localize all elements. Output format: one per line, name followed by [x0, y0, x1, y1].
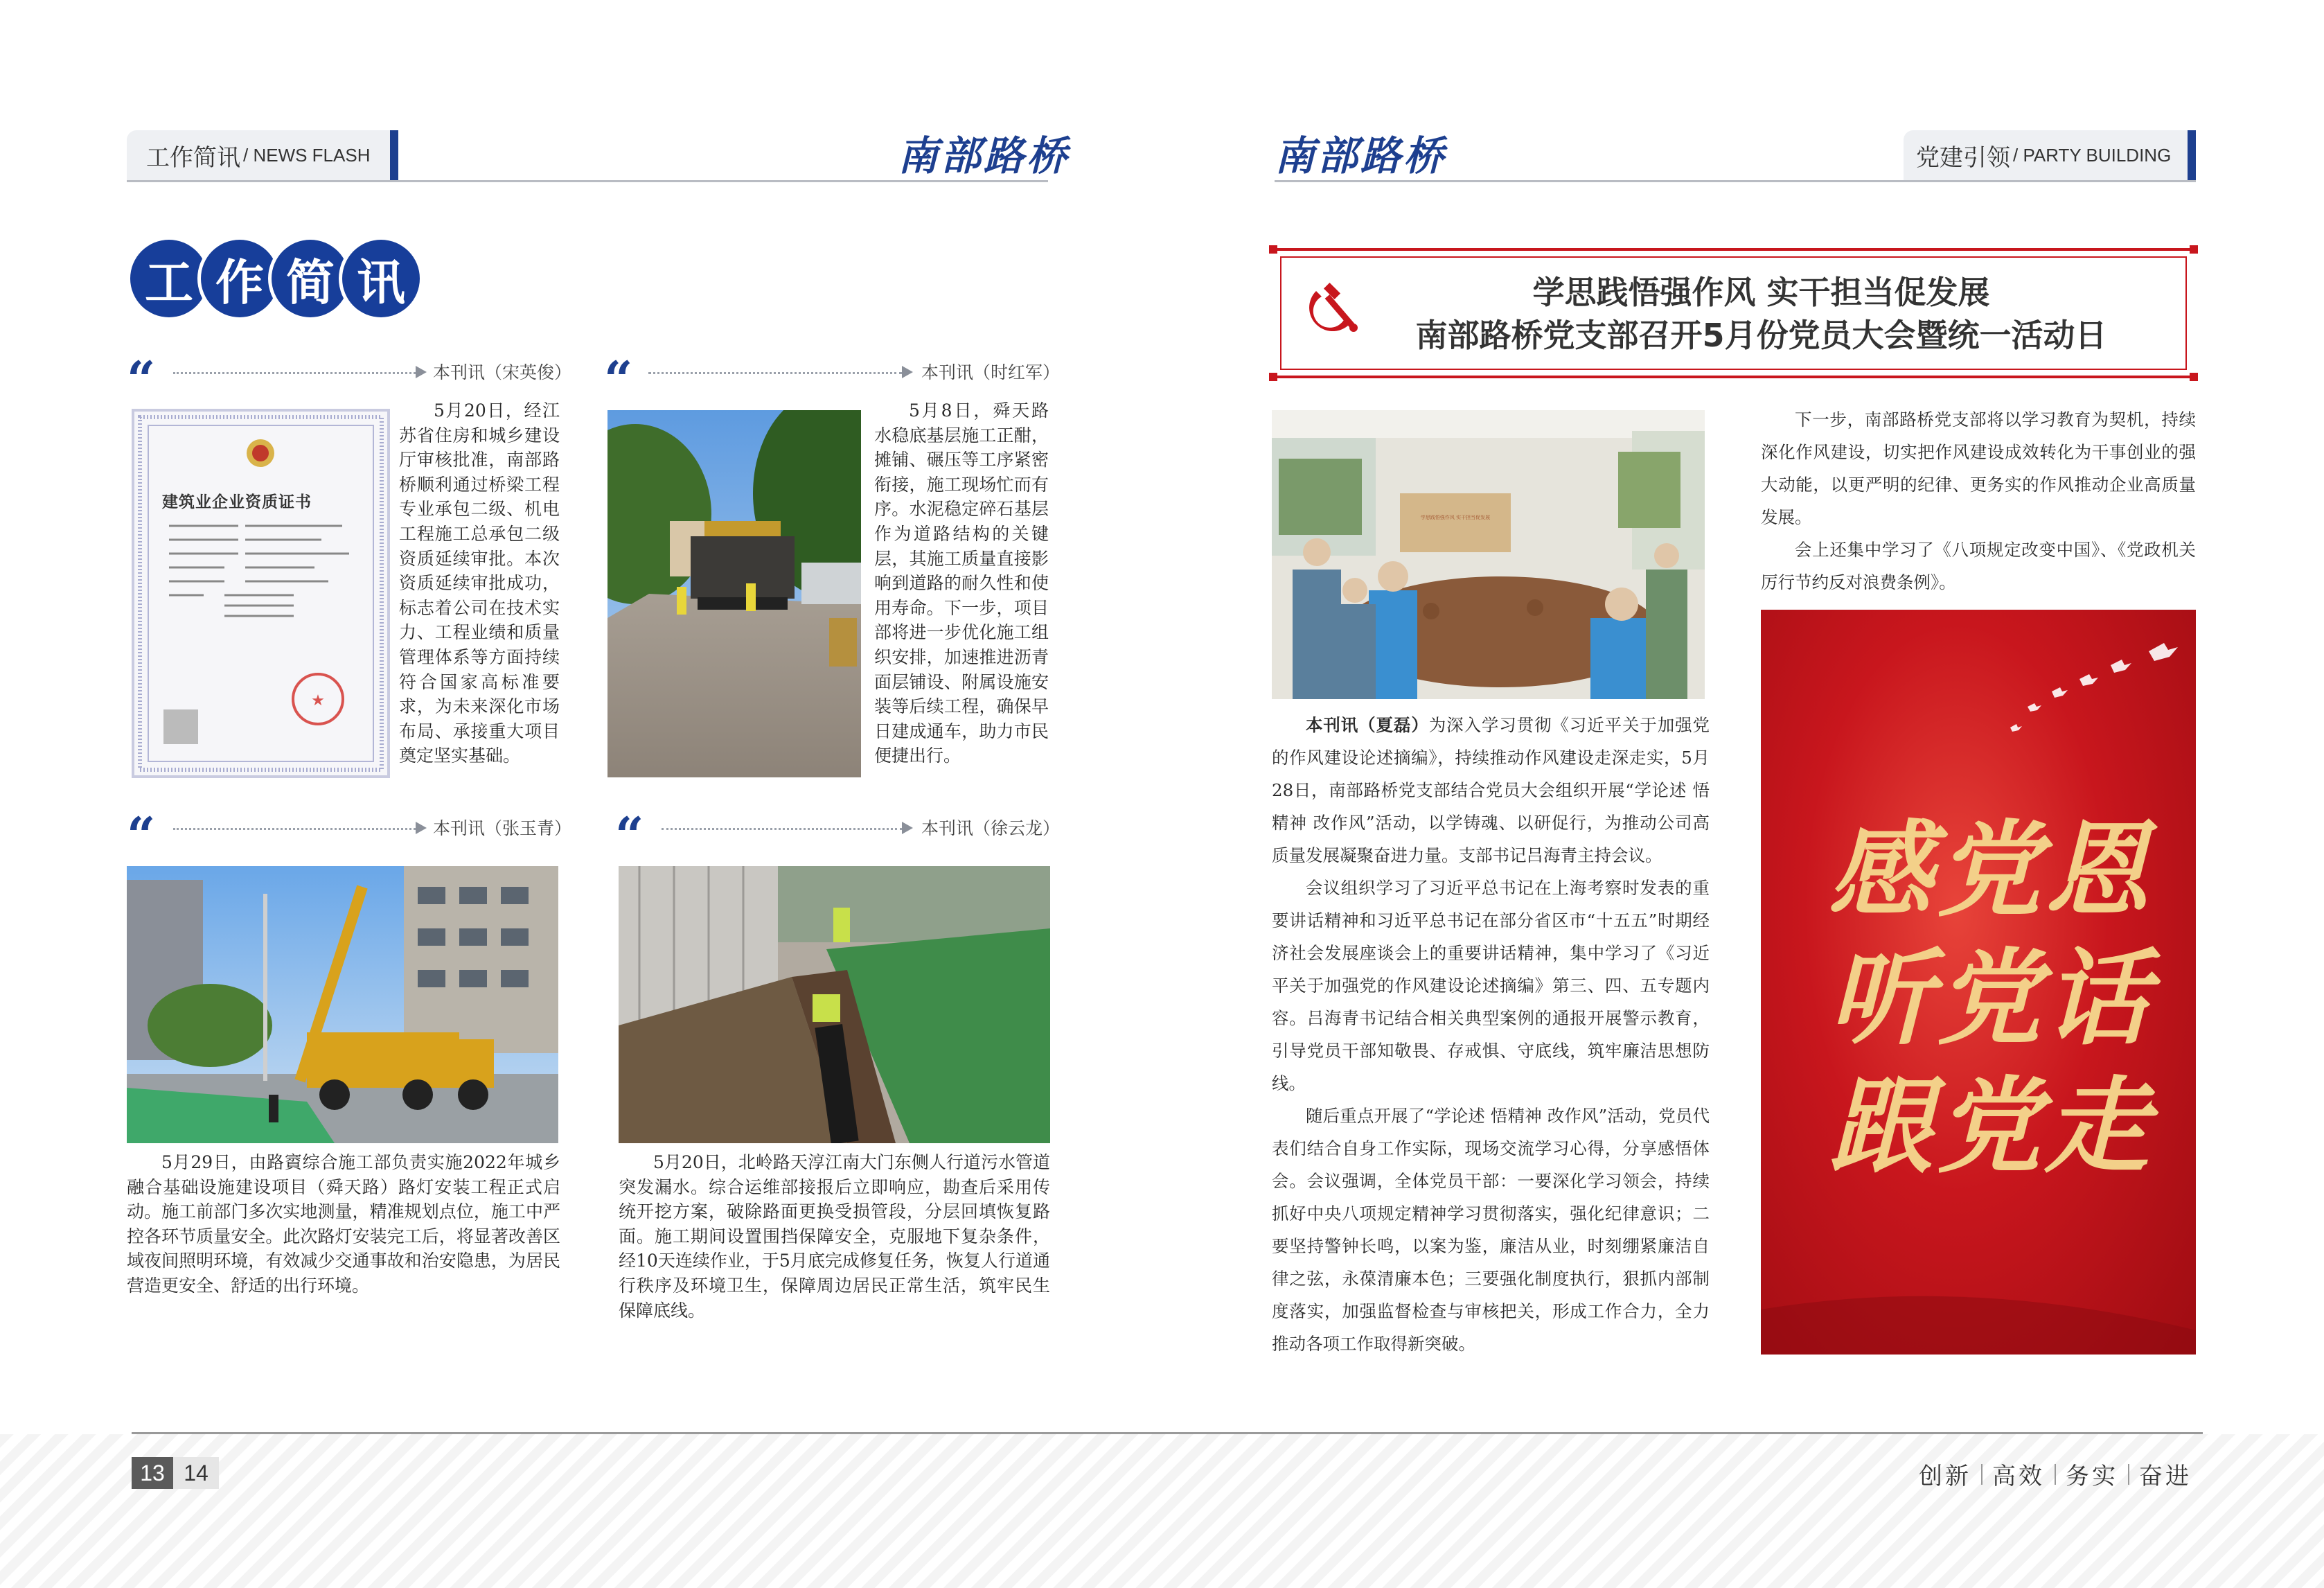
- quote-mark-icon: “: [127, 806, 156, 865]
- quote-mark-icon: “: [604, 350, 633, 409]
- article-byline: 本刊讯（时红军）: [921, 362, 1061, 382]
- party-poster: [1761, 610, 2196, 1355]
- right-section-zh: 党建引领: [1916, 143, 2010, 172]
- poster-line-2: 听党话: [1829, 937, 2154, 1059]
- party-headline-banner: [1275, 248, 2192, 378]
- article-byline: 本刊讯（张玉青）: [433, 818, 572, 838]
- banner-corner: [1269, 373, 1277, 381]
- motto-divider: [2128, 1464, 2129, 1485]
- article-text: 5月8日，舜天路水稳底基层施工正酣，摊铺、碾压等工序紧密衔接，施工现场忙而有序。水泥稳定碎石基层作为道路结构的关键层，其施工质量直接影响到道路的耐久性和使用寿命。下一步，项目部将进一步优化施工组织安排，加速推进沥青面层铺设、附属设施安装等后续工程，确保早日建成通车，助力市民便捷出行。: [874, 400, 1049, 766]
- right-section-tab: [1904, 130, 2196, 180]
- article-text: 5月20日，经江苏省住房和城乡建设厅审核批准，南部路桥顺利通过桥梁工程专业承包二级、机电工程施工总承包二级资质延续审批。本次资质延续审批成功，标志着公司在技术实力、工程业绩和质量管理体系等方面持续符合国家高标准要求，为未来深化市场布局、承接重大项目奠定坚实基础。: [399, 400, 560, 766]
- meeting-screen-text: 学思践悟强作风 实干担当促发展: [1420, 515, 1491, 520]
- byline-dots: [662, 828, 902, 830]
- meeting-report-para-4: 下一步，南部路桥党支部将以学习教育为契机，持续深化作风建设，切实把作风建设成效转化为干事创业的强大动能，以更严明的纪律、更务实的作风推动企业高质量发展。: [1761, 409, 2196, 527]
- meeting-photo-svg: [1272, 410, 1705, 699]
- banner-corner: [1269, 245, 1277, 254]
- certificate-image: [132, 409, 390, 778]
- article-text: 5月20日，北岭路天淳江南大门东侧人行道污水管道突发漏水。综合运维部接报后立即响应，勘查后采用传统开挖方案，破除路面更换受损管段，分层回填恢复路面。施工期间设置围挡保障安全，克服地下复杂条件，经10天连续作业，于5月底完成修复任务，恢复人行道通行秩序及环境卫生，保障周边居民正常生活，筑牢民生保障底线。: [619, 1152, 1050, 1321]
- arrow-right-icon: [416, 366, 427, 378]
- article-byline: 本刊讯（宋英俊）: [433, 362, 572, 382]
- arrow-right-icon: [416, 822, 427, 834]
- meeting-report-para-2: 会议组织学习了习近平总书记在上海考察时发表的重要讲话精神和习近平总书记在部分省区市“十五五”时期经济社会发展座谈会上的重要讲话精神，集中学习了《习近平关于加强党的作风建设论述摘编》第三、四、五专题内容。吕海青书记结合相关典型案例的通报开展警示教育，引导党员干部知敬畏、存戒惧、守底线，筑牢廉洁思想防线。: [1272, 878, 1710, 1093]
- motto-word: 务实: [2066, 1463, 2118, 1490]
- meeting-report-para-5: 会上还集中学习了《八项规定改变中国》、《党政机关厉行节约反对浪费条例》。: [1761, 540, 2196, 592]
- poster-line-3: 跟党走: [1829, 1066, 2154, 1188]
- quote-mark-icon: “: [127, 350, 156, 409]
- certificate-svg: [134, 412, 387, 775]
- article-byline: 本刊讯（徐云龙）: [921, 818, 1061, 838]
- right-header-rule: [1275, 180, 2196, 182]
- motto-word: 奋进: [2139, 1463, 2192, 1490]
- page-number-right: 14: [173, 1457, 219, 1489]
- title-char-2: 作: [201, 240, 278, 317]
- pipe-repair-photo: [619, 866, 1050, 1143]
- pipe-photo-svg: [619, 866, 1050, 1143]
- meeting-report-para-1: [1272, 709, 1710, 872]
- motto-divider: [1981, 1464, 1983, 1485]
- byline-dots: [173, 828, 416, 830]
- left-section-tab: [127, 130, 398, 180]
- crane-photo-svg: [127, 866, 558, 1143]
- quote-mark-icon: “: [615, 806, 644, 865]
- page-number-left: 13: [132, 1457, 173, 1489]
- left-logo: 南部路桥: [898, 132, 1070, 179]
- footer-rule: [132, 1432, 2203, 1434]
- arrow-right-icon: [902, 366, 913, 378]
- motto-word: 创新: [1919, 1463, 1971, 1490]
- section-title-pill: [125, 236, 416, 322]
- motto-divider: [2055, 1464, 2056, 1485]
- article-text: 5月29日，由路賨综合施工部负责实施2022年城乡融合基础设施建设项目（舜天路）路灯安装工程正式启动。施工前部门多次实地测量，精准规划点位，施工中严控各环节质量安全。此次路灯安装完工后，将显著改善区域夜间照明环境，有效减少交通事故和治安隐患，为居民营造更安全、舒适的出行环境。: [127, 1152, 560, 1296]
- certificate-title: 建筑业企业资质证书: [162, 493, 312, 511]
- byline-dots: [648, 372, 902, 374]
- left-section-zh: 工作简讯: [146, 143, 240, 172]
- title-char-1: 工: [130, 240, 208, 317]
- meeting-photo: [1272, 410, 1705, 699]
- lead-byline: 本刊讯（夏磊）: [1306, 715, 1429, 735]
- right-logo: 南部路桥: [1275, 132, 1447, 179]
- footer-motto: [1919, 1457, 2192, 1491]
- byline-dots: [173, 372, 416, 374]
- paving-site-photo: [607, 410, 861, 777]
- title-char-3: 简: [272, 240, 349, 317]
- headline-line-1: 学思践悟强作风 实干担当促发展: [1532, 274, 1990, 311]
- title-char-4: 讯: [342, 240, 420, 317]
- left-section-en: / NEWS FLASH: [243, 144, 371, 166]
- svg-text:★: ★: [311, 692, 325, 709]
- motto-word: 高效: [1992, 1463, 2045, 1490]
- arrow-right-icon: [902, 822, 913, 834]
- meeting-report-para-3: 随后重点开展了“学论述 悟精神 改作风”活动，党员代表们结合自身工作实际，现场交流学习心得，分享感悟体会。会议强调，全体党员干部：一要深化学习领会，持续抓好中央八项规定精神学习贯彻落实，强化纪律意识；二要坚持警钟长鸣，以案为鉴，廉洁从业，时刻绷紧廉洁自律之弦，永葆清廉本色；三要强化制度执行，狠抓内部制度落实，加强监督检查与审核把关，形成工作合力，全力推动各项工作取得新突破。: [1272, 1106, 1710, 1354]
- banner-corner: [2190, 373, 2198, 381]
- right-section-en: / PARTY BUILDING: [2013, 144, 2172, 166]
- para-1-text: 为深入学习贯彻《习近平关于加强党的作风建设论述摘编》，持续推动作风建设走深走实，5月28日，南部路桥党支部结合党员大会组织开展“学论述 悟精神 改作风”活动，以学铸魂、以研促行，为推动公司高质量发展凝聚奋进力量。支部书记吕海青主持会议。: [1272, 715, 1710, 865]
- banner-corner: [2190, 245, 2198, 254]
- poster-line-1: 感党恩: [1829, 809, 2154, 931]
- paving-photo-svg: [607, 410, 861, 777]
- headline-line-2: 南部路桥党支部召开5月份党员大会暨统一活动日: [1415, 317, 2107, 354]
- streetlight-crane-photo: [127, 866, 558, 1143]
